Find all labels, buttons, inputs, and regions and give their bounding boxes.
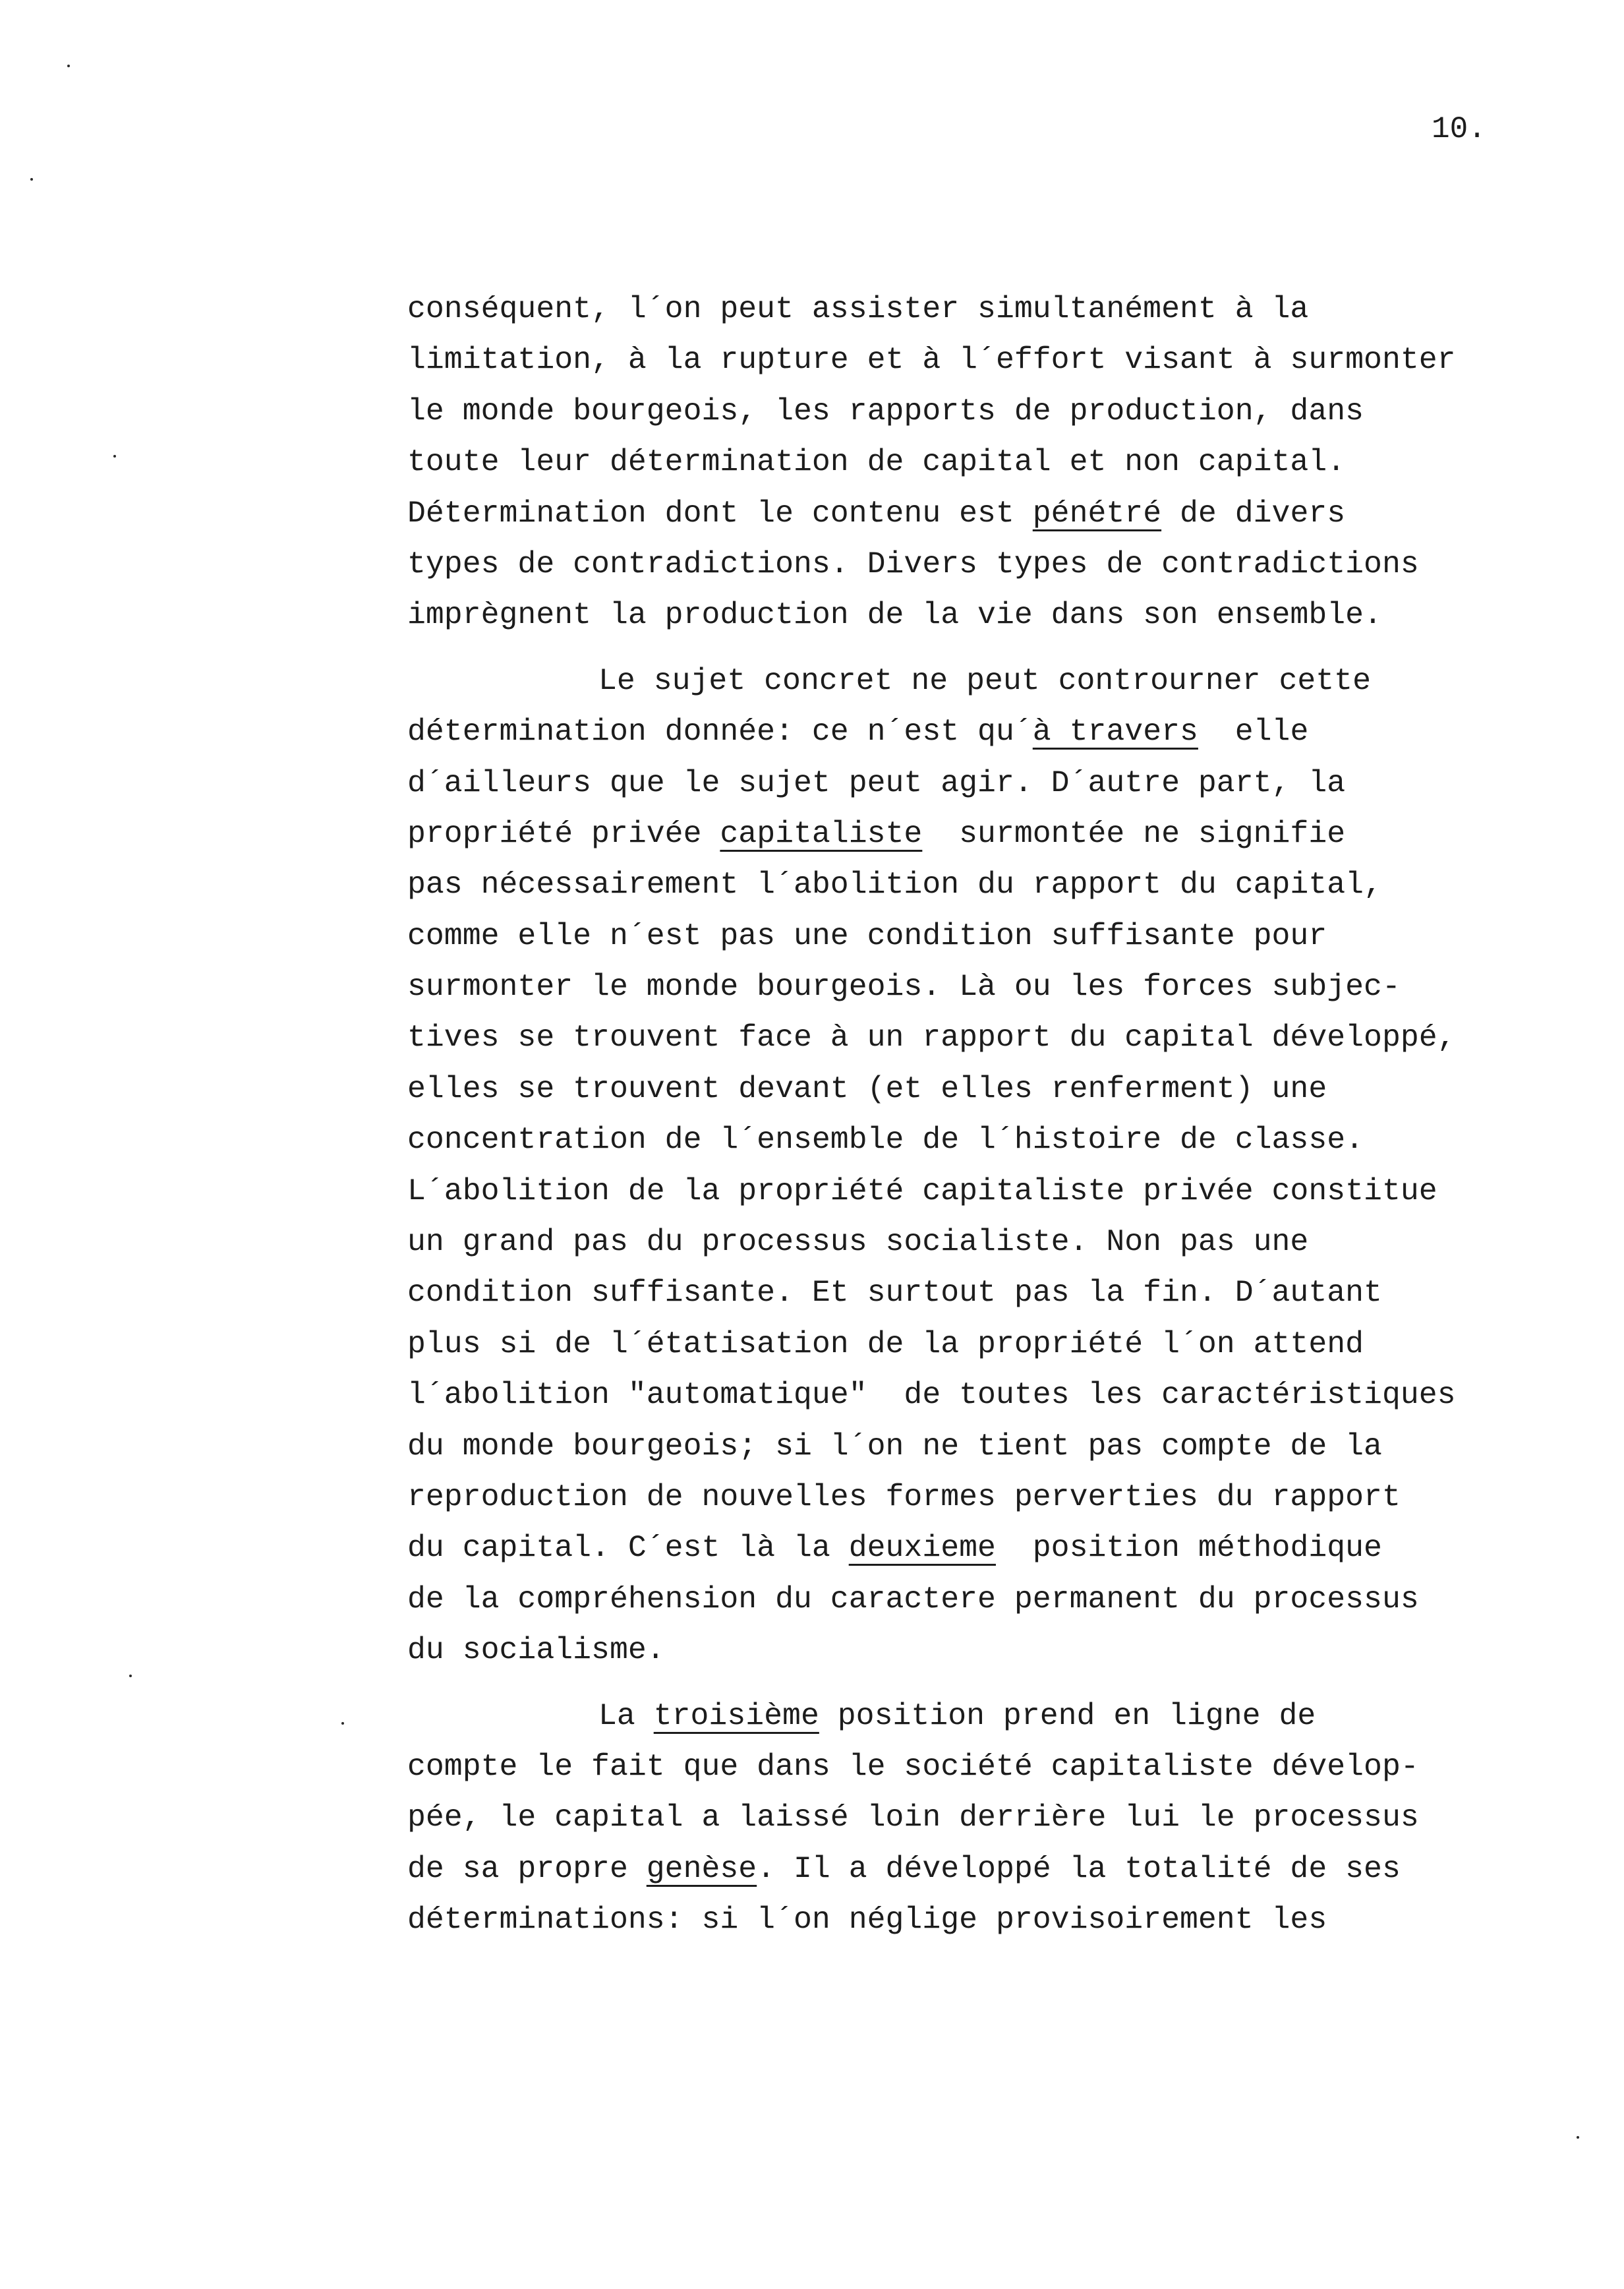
text-segment: concentration de l´ensemble de l´histoire de classe.	[407, 1122, 1364, 1158]
text-segment: toute leur détermination de capital et non capital.	[407, 444, 1346, 480]
text-line	[407, 1421, 1567, 1472]
paragraph	[407, 655, 1567, 1676]
text-line	[407, 488, 1567, 539]
underlined-word: pénétré	[1032, 495, 1162, 531]
text-segment: surmonter le monde bourgeois. Là ou les forces subjec-	[407, 969, 1401, 1005]
text-line	[407, 859, 1567, 910]
text-line	[407, 539, 1567, 589]
text-segment: Détermination dont le contenu est	[407, 495, 1033, 531]
text-line	[407, 961, 1567, 1012]
text-line	[407, 386, 1567, 436]
paragraph-gap	[407, 1676, 1567, 1690]
text-segment: comme elle n´est pas une condition suffisante pour	[407, 918, 1327, 953]
text-segment: l´abolition "automatique" de toutes les caractéristiques	[407, 1377, 1456, 1413]
text-segment: tives se trouvent face à un rapport du capital développé,	[407, 1020, 1456, 1055]
text-segment: compte le fait que dans le société capitaliste dévelop-	[407, 1748, 1419, 1784]
text-segment: surmontée ne signifie	[922, 816, 1346, 851]
text-line	[407, 1319, 1567, 1369]
underlined-word: genèse	[646, 1851, 757, 1886]
text-line	[407, 910, 1567, 961]
paragraph	[407, 283, 1567, 641]
text-segment: . Il a développé la totalité de ses	[757, 1851, 1401, 1886]
text-line	[407, 706, 1567, 757]
text-line	[407, 589, 1567, 640]
scan-speck	[113, 455, 116, 458]
text-line	[407, 1267, 1567, 1318]
page-number: 10.	[1432, 112, 1486, 146]
text-segment: limitation, à la rupture et à l´effort visant à surmonter	[407, 342, 1456, 378]
paragraph	[407, 1690, 1567, 1946]
text-segment: pas nécessairement l´abolition du rapport du capital,	[407, 867, 1382, 903]
text-segment: condition suffisante. Et surtout pas la fin. D´autant	[407, 1275, 1382, 1311]
text-segment: position prend en ligne de	[819, 1698, 1316, 1733]
text-segment: de sa propre	[407, 1851, 647, 1886]
text-segment: d´ailleurs que le sujet peut agir. D´autre part, la	[407, 765, 1346, 800]
text-line	[407, 1522, 1567, 1573]
text-line	[407, 1690, 1567, 1741]
text-segment: pée, le capital a laissé loin derrière lui le processus	[407, 1800, 1419, 1835]
text-line	[407, 1574, 1567, 1624]
text-segment: un grand pas du processus socialiste. Non pas une	[407, 1224, 1309, 1260]
paragraph-gap	[407, 641, 1567, 655]
scan-speck	[1577, 2136, 1579, 2139]
text-line	[407, 1624, 1567, 1675]
text-line	[407, 1063, 1567, 1114]
underlined-word: capitaliste	[720, 816, 923, 851]
text-segment: conséquent, l´on peut assister simultanément à la	[407, 291, 1309, 326]
text-line	[407, 758, 1567, 808]
underlined-word: troisième	[653, 1698, 819, 1733]
scan-speck	[129, 1675, 132, 1677]
scan-speck	[341, 1722, 344, 1725]
text-segment: plus si de l´étatisation de la propriété l´on attend	[407, 1326, 1364, 1361]
text-line	[407, 1114, 1567, 1165]
text-line	[407, 1894, 1567, 1945]
text-segment: du socialisme.	[407, 1632, 665, 1668]
text-line	[407, 334, 1567, 385]
text-segment: déterminations: si l´on néglige provisoirement les	[407, 1902, 1327, 1938]
text-segment: elle	[1198, 714, 1309, 750]
text-segment: L´abolition de la propriété capitaliste privée constitue	[407, 1173, 1437, 1208]
text-segment: du monde bourgeois; si l´on ne tient pas compte de la	[407, 1428, 1382, 1464]
text-line	[407, 1166, 1567, 1216]
text-line	[407, 283, 1567, 334]
text-segment: propriété privée	[407, 816, 720, 851]
text-line	[407, 808, 1567, 859]
body-text	[407, 283, 1567, 1946]
text-line	[407, 1472, 1567, 1522]
text-segment: du capital. C´est là la	[407, 1530, 849, 1566]
text-segment: types de contradictions. Divers types de contradictions	[407, 546, 1419, 581]
text-segment: La	[598, 1698, 654, 1733]
text-segment: détermination donnée: ce n´est qu´	[407, 714, 1033, 750]
text-line	[407, 1843, 1567, 1894]
scan-speck	[67, 65, 70, 67]
text-segment: Le sujet concret ne peut controurner cette	[598, 663, 1371, 698]
text-segment: position méthodique	[995, 1530, 1382, 1566]
underlined-word: deuxieme	[848, 1530, 996, 1566]
underlined-word: à travers	[1032, 714, 1198, 750]
text-segment: elles se trouvent devant (et elles renferment) une	[407, 1071, 1327, 1106]
text-segment: de la compréhension du caractere permanent du processus	[407, 1581, 1419, 1617]
text-line	[407, 1216, 1567, 1267]
text-line	[407, 1369, 1567, 1420]
text-line	[407, 655, 1567, 706]
text-segment: imprègnent la production de la vie dans son ensemble.	[407, 597, 1382, 633]
text-segment: le monde bourgeois, les rapports de production, dans	[407, 393, 1364, 429]
text-line	[407, 1012, 1567, 1063]
text-line	[407, 1792, 1567, 1843]
scan-speck	[30, 178, 33, 181]
text-line	[407, 436, 1567, 487]
text-segment: de divers	[1161, 495, 1346, 531]
text-segment: reproduction de nouvelles formes perverties du rapport	[407, 1479, 1401, 1514]
text-line	[407, 1741, 1567, 1792]
